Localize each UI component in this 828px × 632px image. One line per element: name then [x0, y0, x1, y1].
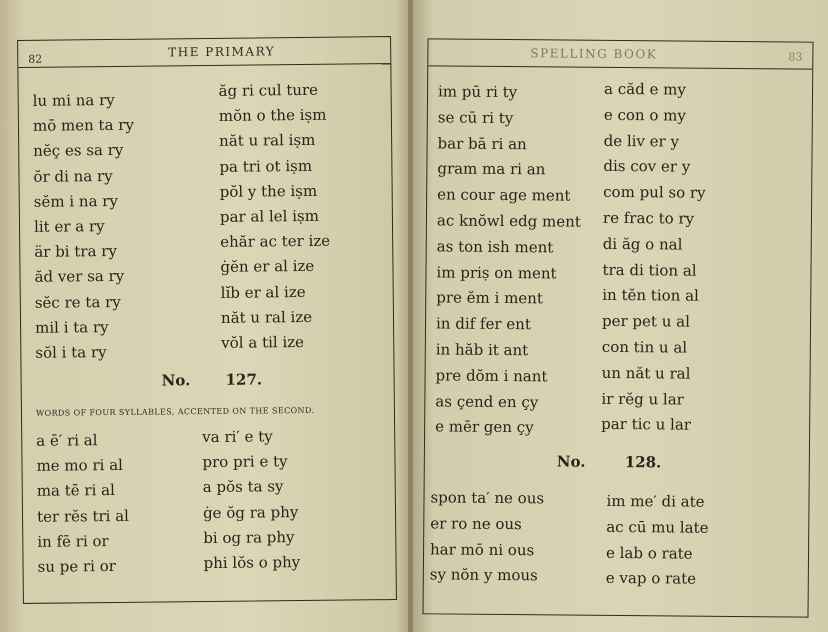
word: se cū ri ty	[437, 108, 514, 127]
section-title: WORDS OF FOUR SYLLABLES, ACCENTED ON THE SECOND.	[35, 405, 315, 418]
word: ġĕn er al ize	[220, 257, 315, 277]
word: mil i ta ry	[34, 317, 109, 337]
word: en cour age ment	[437, 185, 571, 205]
word: com pul so ry	[603, 183, 706, 202]
word: lĭb er al ize	[220, 282, 306, 302]
word: pa tri ot iṣm	[219, 156, 313, 176]
word: e lab o rate	[605, 543, 693, 563]
left-page	[0, 0, 412, 632]
word: im priṣ on ment	[436, 262, 557, 283]
word: sĕm i na ry	[33, 191, 118, 211]
word: re frac to ry	[602, 208, 695, 228]
word: lu mi na ry	[32, 90, 115, 110]
word: con tin u al	[601, 337, 688, 357]
word: ġe ŏg ra phy	[202, 502, 299, 522]
word: er ro ne ous	[430, 514, 522, 533]
word: in hăb it ant	[435, 340, 529, 360]
running-head: SPELLING BOOK	[530, 46, 658, 62]
word-column-3	[36, 428, 129, 580]
word: un năt u ral	[601, 363, 691, 383]
header-rule	[18, 63, 390, 68]
word: ŏr di na ry	[33, 166, 113, 186]
word: ehăr ac ter ize	[220, 231, 331, 251]
word-column-3	[430, 485, 545, 589]
word-column-4	[606, 489, 709, 593]
word: e con o my	[603, 105, 686, 125]
word: par tic u lar	[601, 415, 692, 434]
word: sĕc re ta ry	[34, 292, 121, 312]
header-rule	[428, 65, 812, 69]
word: mō men ta ry	[32, 115, 134, 135]
word: lit er a ry	[33, 217, 105, 236]
word: phi lŏs o phy	[203, 552, 301, 572]
word: ăg ri cul ture	[218, 80, 319, 100]
word: me mo ri al	[36, 456, 123, 475]
lesson-number: 127.	[225, 370, 263, 389]
word-column-2	[218, 78, 331, 356]
left-page-frame	[17, 36, 397, 604]
word: tra di tion al	[602, 260, 697, 280]
word-column-1	[435, 79, 582, 441]
word: va ri′ e ty	[202, 427, 273, 447]
word: vŏl a til ize	[221, 332, 305, 352]
word: per pet u al	[601, 312, 691, 331]
page-number: 83	[788, 50, 803, 64]
right-page	[413, 0, 828, 632]
word: as ton ish ment	[436, 237, 554, 257]
word: ac knŏwl edg ment	[436, 211, 581, 231]
word: a ē′ ri al	[36, 431, 98, 450]
word: in tĕn tion al	[602, 286, 699, 306]
word: de liv er y	[603, 131, 680, 151]
word: bi og ra phy	[203, 527, 295, 547]
word: pre ĕm i ment	[436, 288, 543, 308]
word: năt u ral ize	[220, 307, 313, 327]
word: in dif fer ent	[435, 314, 531, 334]
word: gram ma ri an	[437, 159, 546, 179]
word: pro pri e ty	[202, 452, 288, 472]
lesson-heading	[162, 370, 263, 389]
word: är bi tra ry	[34, 242, 117, 261]
word: ir rĕg u lar	[601, 389, 684, 409]
word: im pū ri ty	[437, 82, 518, 102]
word: pŏl y the iṣm	[219, 181, 318, 201]
word: spon ta′ ne ous	[430, 488, 545, 508]
word: in fē ri or	[37, 531, 109, 551]
word: su pe ri or	[37, 556, 116, 576]
word: ma tē ri al	[36, 481, 115, 501]
word: ac cū mu late	[606, 517, 709, 537]
word-column-4	[202, 424, 300, 576]
lesson-number: 128.	[624, 453, 662, 472]
word: sy nŏn y mous	[429, 565, 538, 585]
word: sŏl i ta ry	[35, 342, 107, 362]
word: ter rĕs tri al	[36, 506, 130, 526]
word-column-1	[33, 88, 137, 366]
word: ăd ver sa ry	[34, 267, 125, 287]
word: as çend en çy	[435, 391, 539, 411]
lesson-label: No.	[161, 371, 191, 390]
word: dis cov er y	[603, 157, 691, 177]
word: e vap o rate	[605, 569, 697, 589]
lesson-heading	[557, 452, 662, 471]
page-number: 82	[28, 52, 43, 66]
word: a pŏs ta sy	[202, 477, 284, 497]
word: mŏn o the iṣm	[218, 105, 327, 126]
running-head: THE PRIMARY	[168, 44, 276, 60]
word: bar bā ri an	[437, 134, 527, 153]
word-column-2	[601, 77, 707, 439]
word: har mō ni ous	[429, 539, 535, 559]
right-page-frame	[422, 38, 813, 617]
word: pre dŏm i nant	[435, 366, 548, 386]
word: par al lel iṣm	[219, 206, 319, 226]
lesson-label: No.	[556, 452, 586, 471]
word: năt u ral iṣm	[219, 131, 316, 151]
word: a căd e my	[604, 79, 686, 99]
word: nĕç es sa ry	[33, 141, 124, 161]
word: e mēr gen çy	[435, 417, 534, 437]
word: di ăg o nal	[602, 234, 683, 254]
word: im me′ di ate	[606, 491, 705, 511]
